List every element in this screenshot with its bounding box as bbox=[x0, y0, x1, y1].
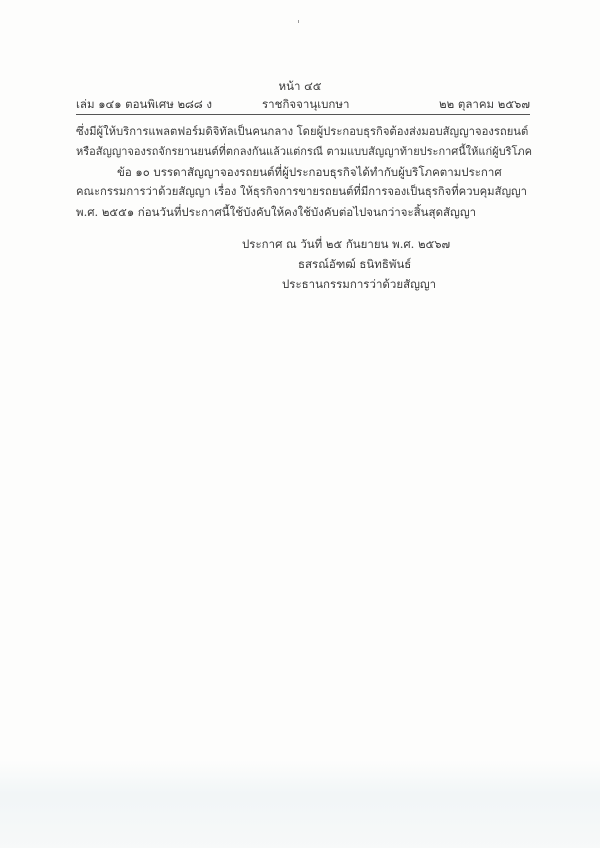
announcement-date: ประกาศ ณ วันที่ ๒๕ กันยายน พ.ศ. ๒๕๖๗ bbox=[242, 237, 451, 251]
signatory-position: ประธานกรรมการว่าด้วยสัญญา bbox=[282, 277, 437, 291]
publication-date: ๒๒ ตุลาคม ๒๕๖๗ bbox=[439, 97, 530, 111]
page-number: หน้า ๔๕ bbox=[278, 79, 322, 93]
scan-speck bbox=[298, 20, 299, 23]
gazette-header bbox=[76, 96, 530, 110]
paragraph-line: ซึ่งมีผู้ให้บริการแพลตฟอร์มดิจิทัลเป็นคนกลาง โดยผู้ประกอบธุรกิจต้องส่งมอบสัญญาจองรถยนต์ bbox=[76, 125, 529, 138]
gazette-title: ราชกิจจานุเบกษา bbox=[262, 97, 350, 111]
paragraph-line: คณะกรรมการว่าด้วยสัญญา เรื่อง ให้ธุรกิจการขายรถยนต์ที่มีการจองเป็นธุรกิจที่ควบคุมสัญญา bbox=[76, 185, 527, 198]
paragraph-line: ข้อ ๑๐ บรรดาสัญญาจองรถยนต์ที่ผู้ประกอบธุรกิจได้ทำกับผู้บริโภคตามประกาศ bbox=[117, 165, 502, 179]
volume-info: เล่ม ๑๔๑ ตอนพิเศษ ๒๘๘ ง bbox=[76, 97, 213, 111]
paragraph-line: หรือสัญญาจองรถจักรยานยนต์ที่ตกลงกันแล้วแต่กรณี ตามแบบสัญญาท้ายประกาศนี้ให้แก่ผู้บริโภค bbox=[76, 145, 533, 158]
paragraph-line: พ.ศ. ๒๕๕๑ ก่อนวันที่ประกาศนี้ใช้บังคับให้คงใช้บังคับต่อไปจนกว่าจะสิ้นสุดสัญญา bbox=[76, 205, 477, 219]
scan-artifact bbox=[0, 760, 600, 848]
signatory-name: ธสรณ์อัฑฒ์ ธนิทธิพันธ์ bbox=[298, 257, 412, 271]
header-rule bbox=[76, 114, 530, 115]
